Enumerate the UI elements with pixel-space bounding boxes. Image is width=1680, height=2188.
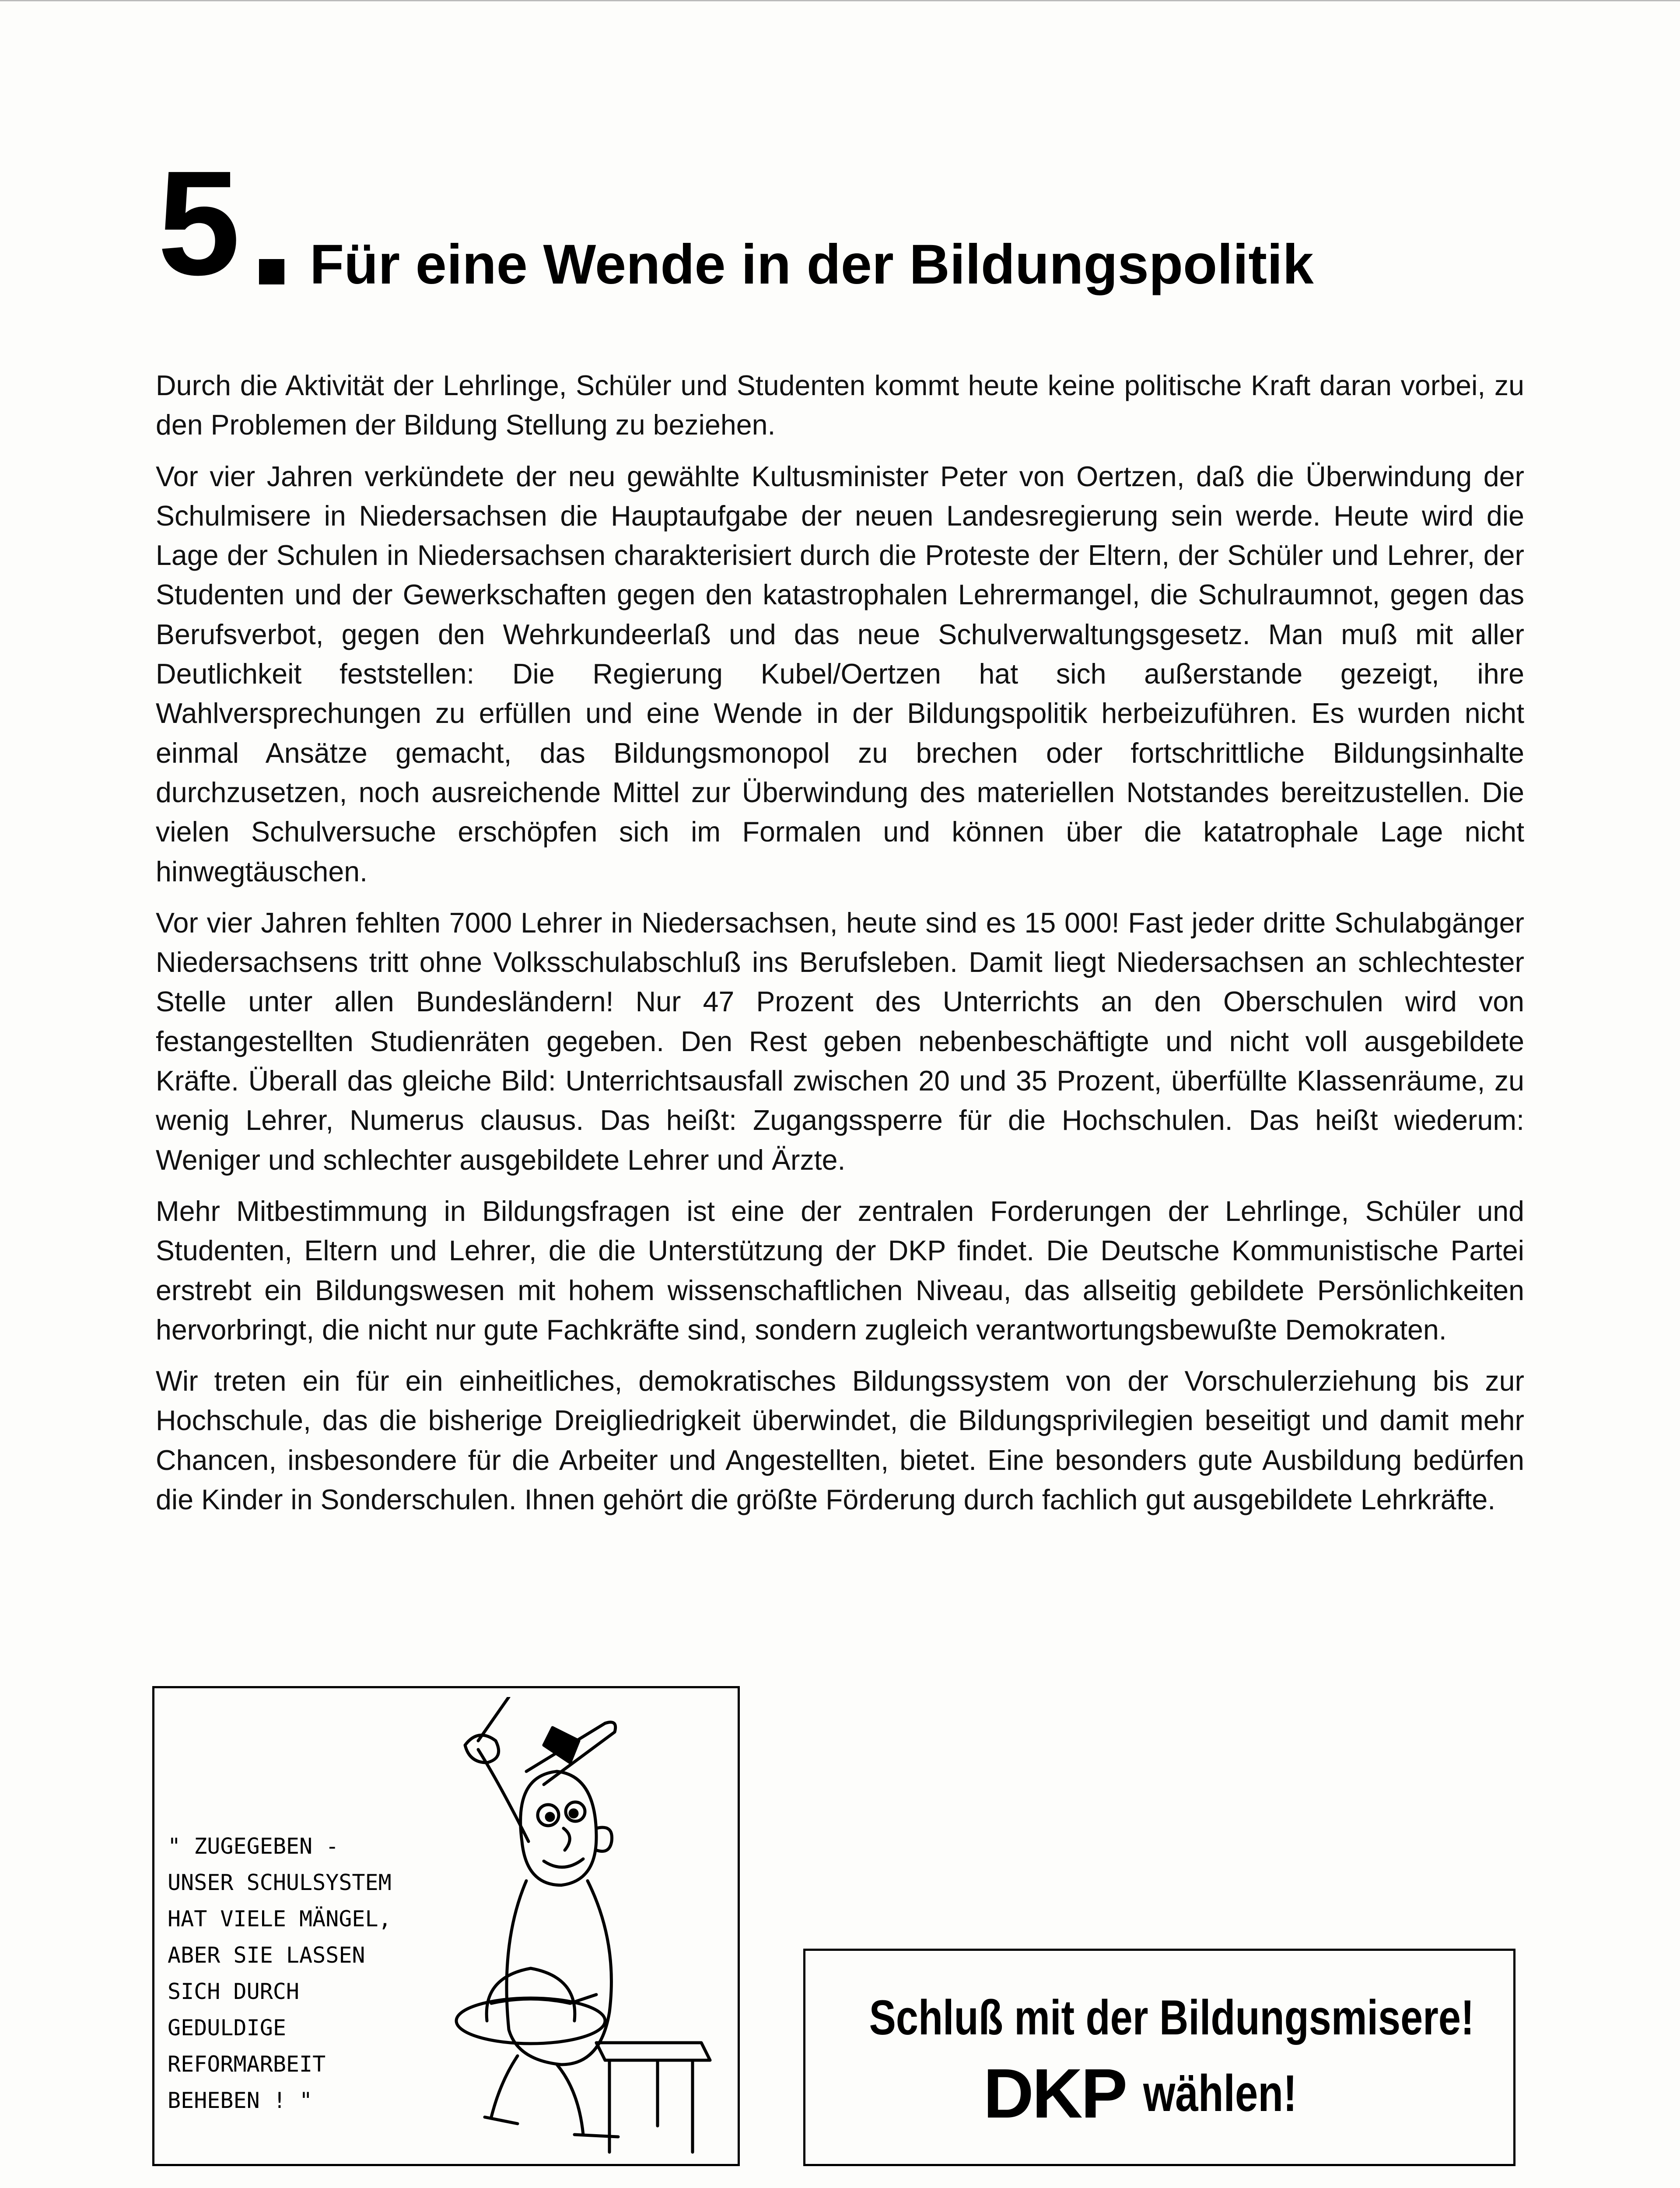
- caption-line: UNSER SCHULSYSTEM: [168, 1870, 392, 1895]
- slogan-action: wählen!: [1143, 2065, 1297, 2122]
- article-body: [156, 366, 1524, 1531]
- paragraph: Vor vier Jahren fehlten 7000 Lehrer in Niedersachsen, heute sind es 15 000! Fast jeder dritte Schulabgänger Niedersachsens tritt ohne Volksschulabschluß ins Berufsleben. Damit liegt Niedersachsen an schlechtester Stelle unter allen Bundesländern! Nur 47 Prozent des Unterrichts an den Oberschulen wird von festangestellten Studienräten gegeben. Den Rest geben nebenbeschäftigte und nicht voll ausgebildete Kräfte. Überall das gleiche Bild: Unterrichtsausfall zwischen 20 und 35 Prozent, überfüllte Klassenräume, zu wenig Lehrer, Numerus clausus. Das heißt: Zugangssperre für die Hochschulen. Das heißt wiederum: Weniger und schlechter ausgebildete Lehrer und Ärzte.: [156, 907, 1524, 1176]
- caption-line: ABER SIE LASSEN: [168, 1943, 365, 1968]
- caption-line: HAT VIELE MÄNGEL,: [168, 1906, 392, 1932]
- caption-line: REFORMARBEIT: [168, 2051, 326, 2077]
- slogan-vote-line: [805, 2054, 1513, 2132]
- chapter-number: 5: [158, 140, 238, 306]
- paragraph: Wir treten ein für ein einheitliches, demokratisches Bildungssystem von der Vorschulerziehung bis zur Hochschule, das die bisherige Dreigliedrigkeit überwindet, die Bildungsprivilegien beseitigt und damit mehr Chancen, insbesondere für die Arbeiter und Angestellten, bietet. Eine besonders gute Ausbildung bedürfen die Kinder in Sonderschulen. Ihnen gehört die größte Förderung durch fachlich gut ausgebildete Lehrkräfte.: [156, 1365, 1524, 1516]
- chapter-title: Für eine Wende in der Bildungspolitik: [310, 233, 1314, 296]
- slogan-headline: Schluß mit der Bildungsmisere!: [869, 1990, 1474, 2045]
- cartoon-caption: [168, 1828, 439, 2119]
- paragraph: Mehr Mitbestimmung in Bildungsfragen ist eine der zentralen Forderungen der Lehrlinge, Schüler und Studenten, Eltern und Lehrer, die die Unterstützung der DKP findet. Die Deutsche Kommunistische Partei erstrebt ein Bildungswesen mit hohem wissenschaftlichen Niveau, das allseitig gebildete Persönlichkeiten hervorbringt, die nicht nur gute Fachkräfte sind, sondern zugleich verantwortungsbewußte Demokraten.: [156, 1195, 1524, 1346]
- paragraph: Durch die Aktivität der Lehrlinge, Schüler und Studenten kommt heute keine politische Kraft daran vorbei, zu den Problemen der Bildung Stellung zu beziehen.: [156, 370, 1524, 441]
- caption-line: BEHEBEN ! ": [168, 2088, 313, 2113]
- slogan-panel: [803, 1949, 1516, 2166]
- top-edge-rule: [0, 0, 1680, 1]
- cartoon-figure-illustration: [413, 1697, 732, 2161]
- caption-line: SICH DURCH: [168, 1979, 300, 2004]
- caption-line: " ZUGEGEBEN -: [168, 1834, 339, 1859]
- chapter-bullet-square: [259, 259, 284, 284]
- caption-line: GEDULDIGE: [168, 2015, 286, 2041]
- cartoon-panel: [152, 1686, 740, 2166]
- party-logo: DKP: [983, 2054, 1126, 2132]
- paragraph: Vor vier Jahren verkündete der neu gewählte Kultusminister Peter von Oertzen, daß die Überwindung der Schulmisere in Niedersachsen die Hauptaufgabe der neuen Landesregierung sein werde. Heute wird die Lage der Schulen in Niedersachsen charakterisiert durch die Proteste der Eltern, der Schüler und Lehrer, der Studenten und der Gewerkschaften gegen den katastrophalen Lehrermangel, die Schulraumnot, gegen das Berufsverbot, gegen den Wehrkundeerlaß und das neue Schulverwaltungsgesetz. Man muß mit aller Deutlichkeit feststellen: Die Regierung Kubel/Oertzen hat sich außerstande gezeigt, ihre Wahlversprechungen zu erfüllen und eine Wende in der Bildungspolitik herbeizuführen. Es wurden nicht einmal Ansätze gemacht, das Bildungsmonopol zu brechen oder fortschrittliche Bildungsinhalte durchzusetzen, noch ausreichende Mittel zur Überwindung des materiellen Notstandes bereitzustellen. Die vielen Schulversuche erschöpfen sich im Formalen und können über die katatrophale Lage nicht hinwegtäuschen.: [156, 460, 1524, 887]
